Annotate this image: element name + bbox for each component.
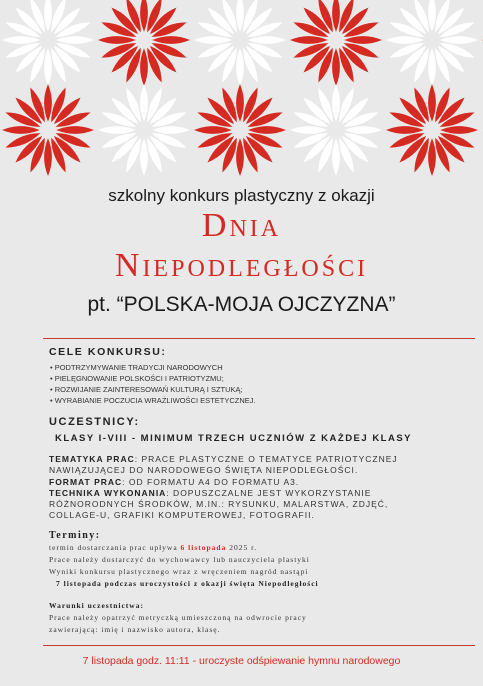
conditions-line-2: zawierającą: imię i nazwisko autora, klasę. xyxy=(49,625,221,634)
title-line-1: Dnia xyxy=(201,207,282,244)
goal-item: • ROZWIJANIE ZAINTERESOWAŃ KULTURĄ I SZTUKĄ; xyxy=(50,384,256,395)
terms-text: termin dostarczania prac upływa xyxy=(49,543,181,552)
white-flower-ornament xyxy=(98,84,190,176)
decorative-banner xyxy=(0,0,483,178)
white-flower-ornament xyxy=(386,0,478,86)
format-label: FORMAT PRAC xyxy=(49,477,123,487)
goal-item: • PODTRZYMYWANIE TRADYCJI NARODOWYCH xyxy=(50,362,256,373)
red-flower-ornament xyxy=(290,0,382,86)
terms-line-2: Prace należy dostarczyć do wychowawcy lub nauczyciela plastyki xyxy=(49,555,310,564)
folk-flower-pattern xyxy=(0,0,483,178)
red-flower-ornament xyxy=(194,84,286,176)
terms-line-4: 7 listopada podczas uroczystości z okazji święta Niepodległości xyxy=(56,579,319,588)
red-flower-ornament xyxy=(98,0,190,86)
participants-text: KLASY I-VIII - MINIMUM TRZECH UCZNIÓW Z KAŻDEJ KLASY xyxy=(55,433,413,444)
terms-year: 2025 r. xyxy=(226,543,258,552)
conditions-line-1: Prace należy opatrzyć metryczką umieszczoną na odwrocie pracy xyxy=(49,613,307,622)
terms-heading: Terminy: xyxy=(49,530,101,541)
subtitle: szkolny konkurs plastyczny z okazji xyxy=(108,186,375,205)
participants-heading: UCZESTNICY: xyxy=(49,416,140,428)
deadline-date: 6 listopada xyxy=(180,543,227,552)
format-paragraph xyxy=(49,477,439,488)
goal-item: • PIELĘGNOWANIE POLSKOŚCI I PATRIOTYZMU; xyxy=(50,373,256,384)
divider-top xyxy=(43,338,475,339)
format-text: : OD FORMATU A4 DO FORMATU A3. xyxy=(122,477,300,487)
goal-item: • WYRABIANIE POCZUCIA WRAŻLIWOŚCI ESTETYCZNEJ. xyxy=(50,395,256,406)
technique-paragraph xyxy=(49,488,439,521)
topic-text: : PRACE PLASTYCZNE O TEMATYCE PATRIOTYCZNEJ NAWIĄZUJĄCEJ DO NARODOWEGO ŚWIĘTA NIEPODLEGŁOŚCI. xyxy=(49,454,398,475)
title-line-2: Niepodległości xyxy=(114,247,369,284)
red-flower-ornament xyxy=(2,84,94,176)
conditions-heading: Warunki uczestnictwa: xyxy=(49,601,144,610)
divider-bottom xyxy=(43,645,475,646)
topic-label: TEMATYKA PRAC xyxy=(49,454,135,464)
topic-paragraph xyxy=(49,454,439,476)
footer-announcement: 7 listopada godz. 11:11 - uroczyste odśpiewanie hymnu narodowego xyxy=(82,655,401,667)
white-flower-ornament xyxy=(290,84,382,176)
theme-title: pt. “POLSKA-MOJA OJCZYZNA” xyxy=(87,293,396,316)
goals-heading: CELE KONKURSU: xyxy=(49,346,167,358)
white-flower-ornament xyxy=(194,0,286,86)
red-flower-ornament xyxy=(386,84,478,176)
goals-list xyxy=(50,362,256,406)
white-flower-ornament xyxy=(2,0,94,86)
technique-text: : DOPUSZCZALNE JEST WYKORZYSTANIE RÓŻNORODNYCH ŚRODKÓW, M.IN.: RYSUNKU, MALARSTWA, ZDJĘĆ, COLLAGE-U, GRAFIKI KOMPUTEROWEJ, FOTOGRAFII. xyxy=(49,488,389,520)
technique-label: TECHNIKA WYKONANIA xyxy=(49,488,167,498)
terms-line-1 xyxy=(49,542,257,554)
terms-line-3: Wyniki konkursu plastycznego wraz z wręczeniem nagród nastąpi xyxy=(49,567,309,576)
